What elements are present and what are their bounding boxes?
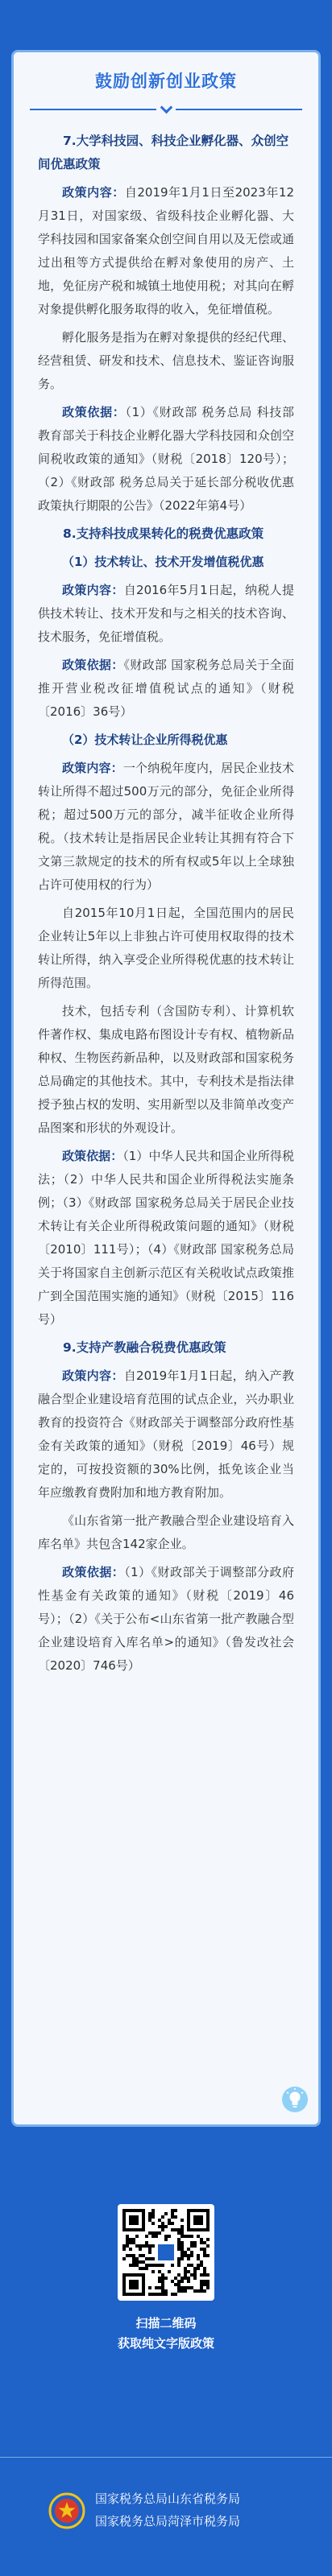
policy-paragraph (38, 1561, 294, 1678)
footer-divider (0, 2457, 332, 2458)
paragraph-text: （1）《财政部 税务总局 科技部 教育部关于科技企业孵化器大学科技园和众创空间税收政策的通知》（财税〔2018〕120号）；（2）《财政部 税务总局关于延长部分税收优惠政策执行期限的公告》（2022年第4号） (38, 405, 294, 513)
qr-code-icon (122, 2209, 210, 2296)
chevron-down-icon (156, 101, 176, 118)
policy-paragraph (38, 1509, 294, 1556)
footer-text (95, 2487, 240, 2533)
policy-paragraph (38, 401, 294, 518)
paragraph-text: 一个纳税年度内，居民企业技术转让所得不超过500万元的部分，免征企业所得税；超过500万元的部分，减半征收企业所得税。（技术转让是指居民企业转让其拥有符合下文第三款规定的技术的所有权或5年以上全球独占许可使用权的行为） (38, 761, 294, 892)
paragraph-label: 政策依据： (62, 1149, 123, 1163)
paragraph-text: 《山东省第一批产教融合型企业建设培育入库名单》共包含142家企业。 (38, 1513, 294, 1551)
policy-paragraph (38, 1000, 294, 1140)
page-title: 鼓励创新创业政策 (95, 72, 237, 91)
paragraph-label: 政策依据： (62, 1565, 125, 1579)
policy-paragraph (38, 1145, 294, 1331)
lightbulb-icon (281, 2086, 309, 2113)
paragraph-text: 《财政部 国家税务总局关于全面推开营业税改征增值税试点的通知》（财税〔2016〕36号） (38, 658, 294, 719)
paragraph-label: 政策依据： (62, 405, 126, 419)
section-heading: 8.支持科技成果转化的税费优惠政策 (63, 526, 264, 541)
paragraph-label: 政策内容： (62, 761, 123, 775)
policy-paragraph (38, 902, 294, 995)
paragraph-label: 政策依据： (62, 658, 124, 672)
policy-content (14, 130, 318, 1678)
paragraph-text: 技术，包括专利（含国防专利）、计算机软件著作权、集成电路布图设计专有权、植物新品种权、生物医药新品种，以及财政部和国家税务总局确定的其他技术。其中，专利技术是指法律授予独占权的发明、实用新型以及非简单改变产品图案和形状的外观设计。 (38, 1004, 294, 1135)
paragraph-text: （1）《财政部关于调整部分政府性基金有关政策的通知》（财税〔2019〕46号）；（2）《关于公布<山东省第一批产教融合型企业建设培育入库名单>的通知》（鲁发改社会〔2020〕746号） (38, 1565, 294, 1673)
paragraph-text: 孵化服务是指为在孵对象提供的经纪代理、经营租赁、研发和技术、信息技术、鉴证咨询服务。 (38, 330, 294, 391)
qr-caption-line2: 获取纯文字版政策 (117, 2336, 214, 2351)
title-divider (30, 101, 302, 118)
paragraph-label: 政策内容： (62, 1368, 124, 1383)
paragraph-label: 政策内容： (62, 583, 124, 597)
qr-code[interactable] (118, 2204, 214, 2301)
paragraph-text: 自2015年10月1日起，全国范围内的居民企业转让5年以上非独占许可使用权取得的技术转让所得，纳入享受企业所得税优惠的技术转让所得范围。 (38, 906, 294, 990)
footer-org-1: 国家税务总局山东省税务局 (95, 2491, 241, 2506)
section-heading: 7.大学科技园、科技企业孵化器、众创空间优惠政策 (38, 134, 289, 171)
policy-paragraph (38, 654, 294, 724)
policy-paragraph (38, 326, 294, 396)
policy-paragraph (38, 1364, 294, 1505)
paragraph-text: 自2016年5月1日起，纳税人提供技术转让、技术开发和与之相关的技术咨询、技术服务，免征增值税。 (38, 583, 294, 644)
footer-org-2: 国家税务总局菏泽市税务局 (95, 2514, 241, 2529)
policy-card (11, 50, 321, 2127)
paragraph-text: 自2019年1月1日至2023年12月31日，对国家级、省级科技企业孵化器、大学科技园和国家备案众创空间自用以及无偿或通过出租等方式提供给在孵对象使用的房产、土地，免征房产税和城镇土地使用税；对其向在孵对象提供孵化服务取得的收入，免征增值税。 (38, 185, 294, 316)
tax-emblem-icon (48, 2492, 85, 2529)
paragraph-text: （1）中华人民共和国企业所得税法；（2）中华人民共和国企业所得税法实施条例；（3）《财政部 国家税务总局关于居民企业技术转让有关企业所得税政策问题的通知》（财税〔2010〕111号）；（4）《财政部 国家税务总局关于将国家自主创新示范区有关税收试点政策推广到全国范围实施的通知》（财税〔2015〕116号） (38, 1149, 294, 1327)
paragraph-text: 自2019年1月1日起，纳入产教融合型企业建设培育范围的试点企业，兴办职业教育的投资符合《财政部关于调整部分政府性基金有关政策的通知》（财税〔2019〕46号）规定的，可按投资额的30%比例，抵免该企业当年应缴教育费附加和地方教育附加。 (38, 1368, 294, 1500)
section-heading: 9.支持产教融合税费优惠政策 (63, 1340, 226, 1355)
paragraph-label: 政策内容： (62, 185, 125, 200)
policy-paragraph (38, 579, 294, 649)
section-heading: （2）技术转让企业所得税优惠 (62, 733, 228, 747)
policy-paragraph (38, 181, 294, 321)
qr-caption-line1: 扫描二维码 (135, 2316, 197, 2330)
policy-paragraph (38, 757, 294, 897)
section-heading: （1）技术转让、技术开发增值税优惠 (62, 555, 264, 569)
